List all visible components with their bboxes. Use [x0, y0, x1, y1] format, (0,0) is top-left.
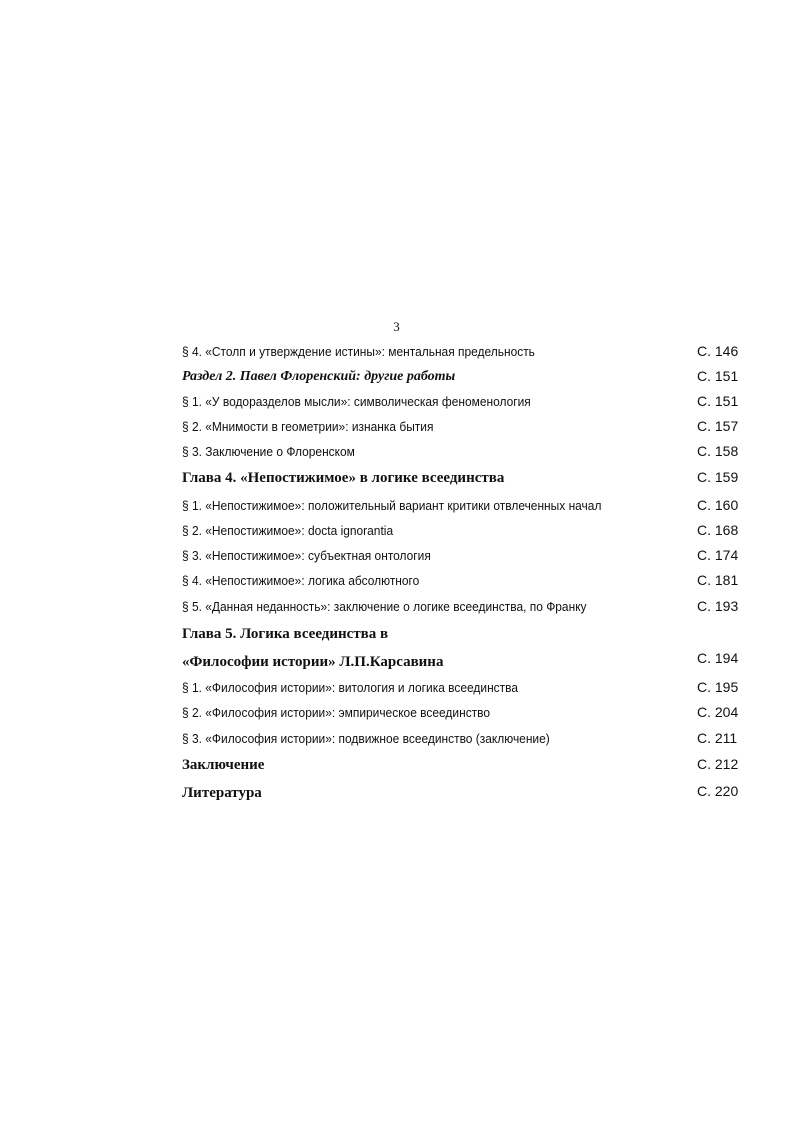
toc-entry-title: § 5. «Данная неданность»: заключение о логике всеединства, по Франку — [182, 599, 587, 614]
toc-chapter-title: Глава 5. Логика всеединства в — [182, 626, 389, 642]
toc-entry-title: § 4. «Непостижимое»: логика абсолютного — [182, 573, 420, 588]
toc-entry-page: С. 146 — [697, 343, 739, 359]
toc-entry-page: С. 193 — [697, 598, 739, 614]
toc-chapter-title: Литература — [182, 785, 262, 801]
toc-entry-title: § 2. «Мнимости в геометрии»: изнанка бытия — [182, 419, 434, 434]
toc-entry-page: С. 195 — [697, 679, 739, 695]
toc-chapter-title: Глава 4. «Непостижимое» в логике всеединства — [182, 470, 505, 486]
toc-entry-page: С. 158 — [697, 443, 739, 459]
toc-entry-title: § 2. «Философия истории»: эмпирическое всеединство — [182, 705, 491, 720]
toc-entry-title: § 1. «Непостижимое»: положительный вариант критики отвлеченных начал — [182, 498, 602, 513]
toc-entry-page: С. 181 — [697, 572, 739, 588]
toc-entry-page: С. 204 — [697, 704, 739, 720]
toc-entry-title: § 3. «Непостижимое»: субъектная онтология — [182, 548, 431, 563]
toc-entry-title: § 1. «У водоразделов мысли»: символическая феноменология — [182, 394, 531, 409]
toc-entry-title: § 4. «Столп и утверждение истины»: ментальная предельность — [182, 344, 535, 359]
toc-part-title: Раздел 2. Павел Флоренский: другие работы — [182, 369, 456, 384]
toc-entry-page: С. 160 — [697, 497, 739, 513]
toc-entry-page: С. 174 — [697, 547, 739, 563]
toc-entry-page: С. 194 — [697, 650, 739, 666]
toc-entry-title: § 3. «Философия истории»: подвижное всеединство (заключение) — [182, 731, 550, 746]
toc-entry-page: С. 151 — [697, 368, 739, 384]
toc-entry-page: С. 168 — [697, 522, 739, 538]
toc-entry-title: § 1. «Философия истории»: витология и логика всеединства — [182, 680, 519, 695]
toc-entry-page: С. 159 — [697, 469, 739, 485]
toc-entry-page: С. 211 — [697, 730, 738, 746]
toc-chapter-title-cont: «Философии истории» Л.П.Карсавина — [182, 654, 444, 670]
toc-entry-page: С. 220 — [697, 783, 739, 799]
toc-entry-page: С. 212 — [697, 756, 739, 772]
toc-entry-page: С. 151 — [697, 393, 739, 409]
toc-chapter-title: Заключение — [182, 757, 265, 773]
page-number: 3 — [393, 319, 400, 334]
toc-entry-page: С. 157 — [697, 418, 739, 434]
toc-entry-title: § 3. Заключение о Флоренском — [182, 444, 355, 459]
toc-entry-title: § 2. «Непостижимое»: docta ignorantia — [182, 523, 394, 538]
